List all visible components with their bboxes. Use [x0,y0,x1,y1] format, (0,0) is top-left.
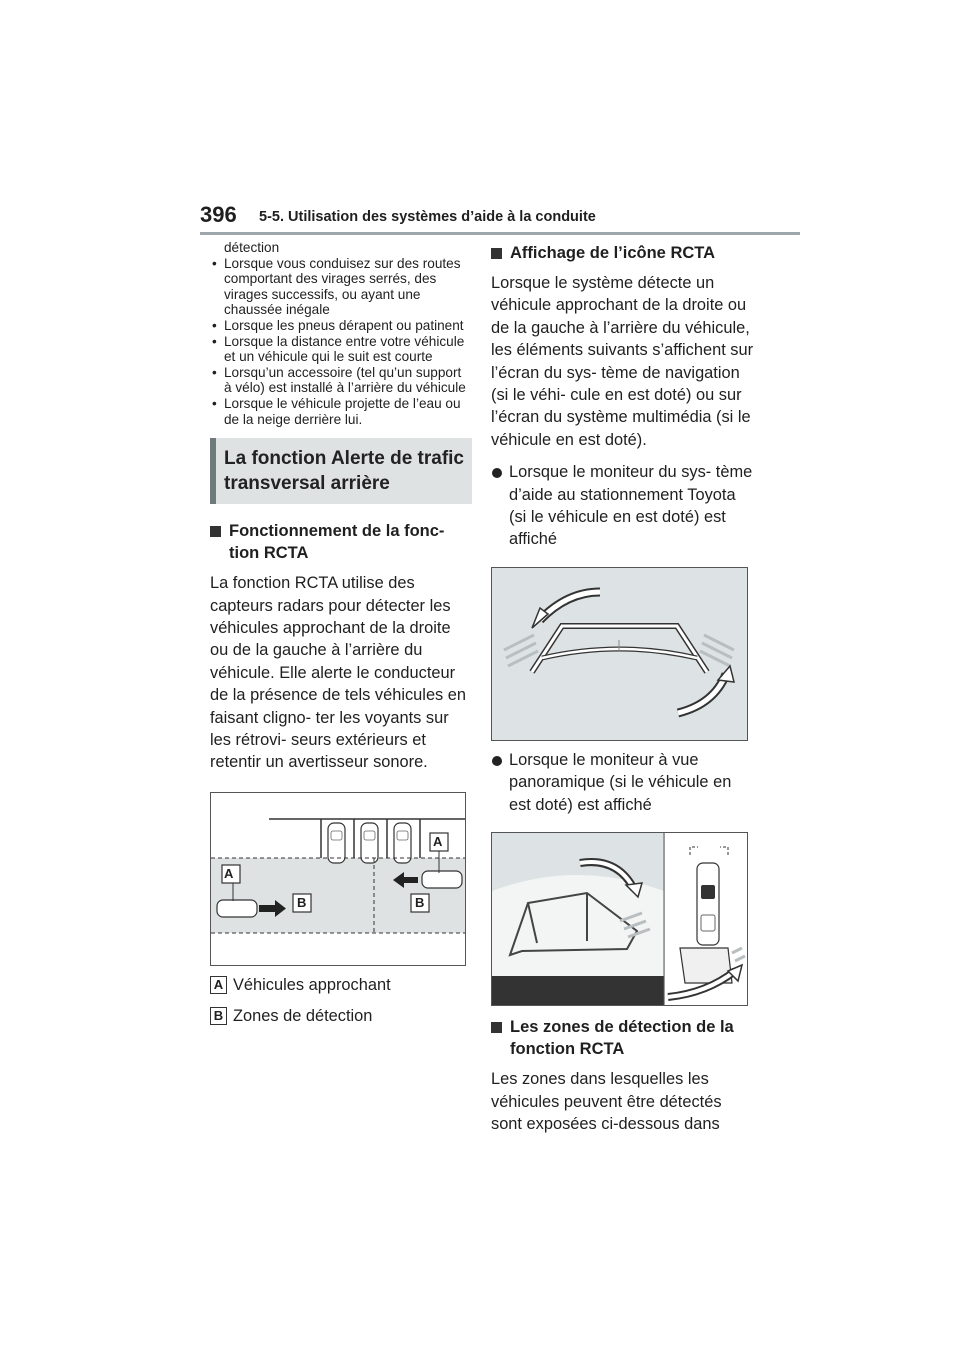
legend-row-a [210,976,472,995]
legend-key: A [210,976,227,994]
rcta-description: La fonction RCTA utilise des capteurs radars pour détecter les véhicules approchant de la droite ou de la gauche à l’arrière du véhicule. Elle alerte le conducteur de la présence de tels véhicules en faisant cligno- ter les voyants sur les rétrovi- seurs extérieurs et retentir un avertisseur sonore. [210,574,467,772]
bullet-parking-assist [491,461,756,551]
round-bullet-icon [492,756,502,766]
legend-key: B [210,1007,227,1025]
subheading-text: Affichage de l’icône RCTA [510,244,716,262]
section-title: 5-5. Utilisation des systèmes d’aide à la conduite [259,209,596,225]
header-rule [200,232,800,235]
panoramic-illustration [492,833,747,1005]
parking-assist-illustration [492,568,747,740]
subheading-detection-zones [491,1016,756,1060]
legend-text: Zones de détection [233,1006,373,1025]
bullet-text: Lorsque le moniteur à vue panoramique (si le véhicule en est doté) est affiché [509,750,732,814]
list-item: • Lorsqu’un accessoire (tel qu’un support à vélo) est installé à l’arrière du véhicule [210,365,472,396]
list-item: • Lorsque le véhicule projette de l’eau ou de la neige derrière lui. [210,396,472,427]
round-bullet-icon [492,468,502,478]
legend-row-b [210,1007,472,1026]
bullet-text: Lorsque le moniteur du sys- tème d’aide au stationnement Toyota (si le véhicule en est doté) est affiché [509,463,753,549]
parking-diagram [210,792,466,966]
list-item: • Lorsque la distance entre votre véhicule et un véhicule qui le suit est courte [210,334,472,365]
square-bullet-icon [491,248,502,259]
square-bullet-icon [491,1022,502,1033]
label-b-right: B [415,894,425,910]
subheading-text: Les zones de détection de la fonction RCTA [510,1018,734,1059]
section-heading-box: La fonction Alerte de trafic transversal arrière [210,438,472,504]
legend-text: Véhicules approchant [233,975,391,994]
list-continuation: détection [224,240,280,255]
list-item: • Lorsque les pneus dérapent ou patinent [210,318,472,334]
label-a-right: A [433,833,443,849]
label-b-left: B [297,894,307,910]
list-item: • Lorsque vous conduisez sur des routes comportant des virages serrés, des virages successifs, ou ayant une chaussée inégale [210,256,472,318]
label-a-left: A [224,865,234,881]
page-number: 396 [200,202,237,227]
detection-zones-description: Les zones dans lesquelles les véhicules peuvent être détectés sont exposées ci-dessous dans [491,1070,722,1133]
panoramic-screen [491,832,748,1006]
parking-assist-screen [491,567,748,741]
left-column [210,240,472,1026]
square-bullet-icon [210,526,221,537]
subheading-rcta-icon [491,242,756,264]
rcta-icon-description: Lorsque le système détecte un véhicule approchant de la droite ou de la gauche à l’arrière du véhicule, les éléments suivants s’affichent sur l’écran du sys- tème de navigation (si le véhi- cule en est doté) ou sur l’écran du système multimédia (si le véhicule en est doté). [491,274,754,449]
condition-list [210,240,472,427]
bullet-panoramic [491,749,756,816]
subheading-rcta-operation [210,520,472,564]
subheading-text: Fonctionnement de la fonc- tion RCTA [229,522,445,563]
right-column [491,240,756,1135]
parking-diagram-illustration [211,793,465,965]
